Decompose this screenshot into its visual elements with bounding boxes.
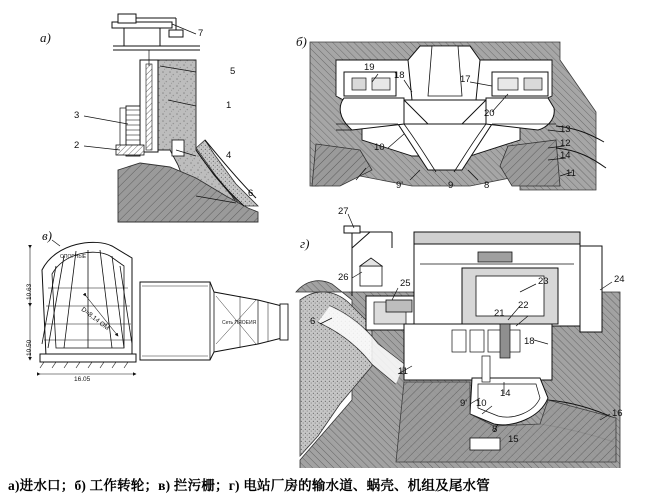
callout-b-8: 8 — [484, 180, 490, 191]
callout-g-15: 15 — [508, 434, 519, 445]
dim-v-diameter: D=8,14 ОМ — [79, 306, 111, 333]
label-v-set: Сеть ПЯОЕИЯ — [222, 320, 257, 326]
callout-g-16: 16 — [612, 408, 623, 419]
callout-b-9: 9 — [448, 180, 454, 191]
figure-caption: а)进水口；б) 工作转轮；в) 拦污栅；г) 电站厂房的输水道、蜗壳、机组及尾水管 — [8, 478, 490, 493]
callout-b-10: 10 — [374, 142, 385, 153]
callout-g-11: 11 — [398, 366, 408, 377]
dim-v-width: 16.05 — [74, 376, 91, 383]
callout-b-14: 14 — [560, 150, 571, 161]
callout-g-22: 22 — [518, 300, 529, 311]
callout-a-2: 2 — [74, 140, 80, 151]
callout-b-13: 13 — [560, 124, 571, 135]
callout-a-5: 5 — [230, 66, 236, 77]
callout-g-18: 18 — [524, 336, 535, 347]
panel-g-powerhouse-drawing — [296, 214, 620, 470]
callout-g-26: 26 — [338, 272, 349, 283]
callout-b-9-prime: 9' — [396, 180, 404, 191]
callout-a-7: 7 — [198, 28, 204, 39]
callout-g-25: 25 — [400, 278, 411, 289]
callout-b-20: 20 — [484, 108, 495, 119]
dim-v-lower-height: 10.50 — [26, 339, 33, 356]
callout-b-17: 17 — [460, 74, 471, 85]
dim-v-upper-height: 10.63 — [26, 283, 33, 300]
callout-g-6: 6 — [310, 316, 316, 327]
callout-b-19: 19 — [364, 62, 375, 73]
callout-g-8: 8 — [492, 424, 498, 435]
callout-a-3: 3 — [74, 110, 80, 121]
callout-g-23: 23 — [538, 276, 549, 287]
panel-a-intake-drawing — [84, 14, 258, 222]
callout-b-18: 18 — [394, 70, 405, 81]
callout-b-12: 12 — [560, 138, 571, 149]
callout-g-21: 21 — [494, 308, 505, 319]
callout-g-14: 14 — [500, 388, 511, 399]
panel-b-runner-drawing — [310, 42, 606, 190]
panel-label-g: г) — [300, 236, 310, 251]
panel-v-trashrack-drawing — [30, 240, 288, 374]
callout-a-1: 1 — [226, 100, 232, 111]
callout-b-11: 11 — [566, 168, 576, 179]
callout-g-27: 27 — [338, 206, 349, 217]
callout-g-9-prime: 9' — [460, 398, 468, 409]
panel-label-a: а) — [40, 30, 51, 45]
callout-a-4: 4 — [226, 150, 232, 161]
panel-label-b: б) — [296, 34, 307, 49]
label-v-opornye: ОПОРНЫЕ — [60, 254, 87, 260]
panel-label-v: в) — [42, 228, 52, 243]
callout-a-6: 6 — [248, 188, 254, 199]
callout-g-10: 10 — [476, 398, 487, 409]
callout-g-24: 24 — [614, 274, 625, 285]
